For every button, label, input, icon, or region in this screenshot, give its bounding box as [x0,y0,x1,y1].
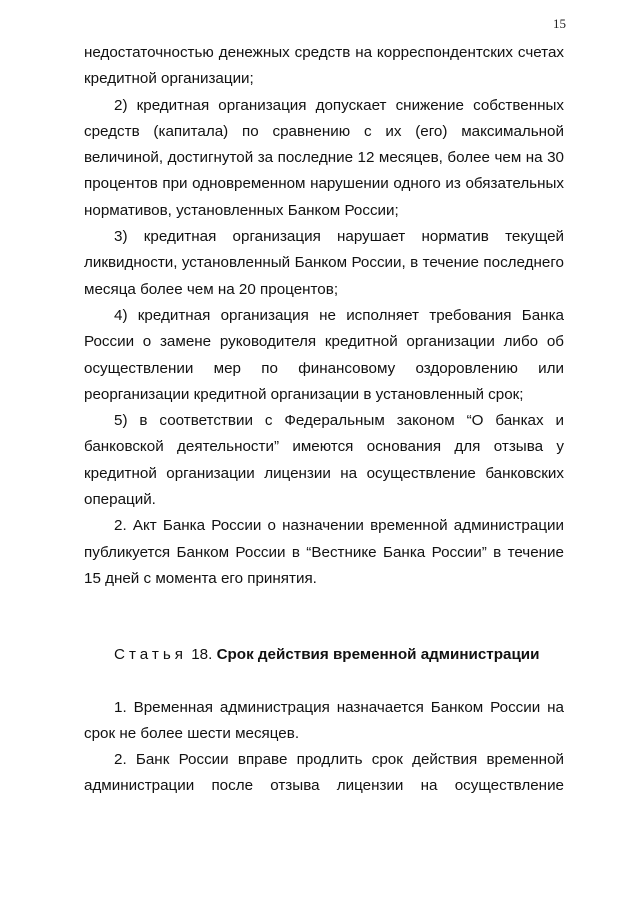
paragraph-item-2: 2) кредитная организация допускает снижение собственных средств (капитала) по сравнению с их (его) максимальной величиной, достигнутой за последние 12 месяцев, более чем на 30 процентов при одновременном нарушении одного из обязательных нормативов, установленных Банком России; [84,96,564,219]
page-number: 15 [553,16,566,31]
paragraph-section-2: 2. Акт Банка России о назначении временной администрации публикуется Банком России в “Вестнике Банка России” в течение 15 дней с момента его принятия. [84,517,564,587]
paragraph-continuation: недостаточностью денежных средств на корреспондентских счетах кредитной организации; [84,44,564,88]
article-number: 18. [191,646,213,664]
article-heading [84,642,564,668]
article-label: Статья [114,646,187,664]
article-title: Срок действия временной администрации [216,646,540,664]
article-paragraph-1: 1. Временная администрация назначается Банком России на срок не более шести месяцев. [84,698,564,742]
article-paragraph-2: 2. Банк России вправе продлить срок действия временной администрации после отзыва лицензии на осуществление [84,751,564,795]
paragraph-item-5: 5) в соответствии с Федеральным законом “О банках и банковской деятельности” имеются основания для отзыва у кредитной организации лицензии на осуществление банковских операций. [84,412,564,509]
paragraph-item-3: 3) кредитная организация нарушает норматив текущей ликвидности, установленный Банком России, в течение последнего месяца более чем на 20 процентов; [84,228,564,298]
paragraph-item-4: 4) кредитная организация не исполняет требования Банка России о замене руководителя кредитной организации либо об осуществлении мер по финансовому оздоровлению или реорганизации кредитной организации в установленный срок; [84,306,564,403]
document-body [84,40,564,800]
